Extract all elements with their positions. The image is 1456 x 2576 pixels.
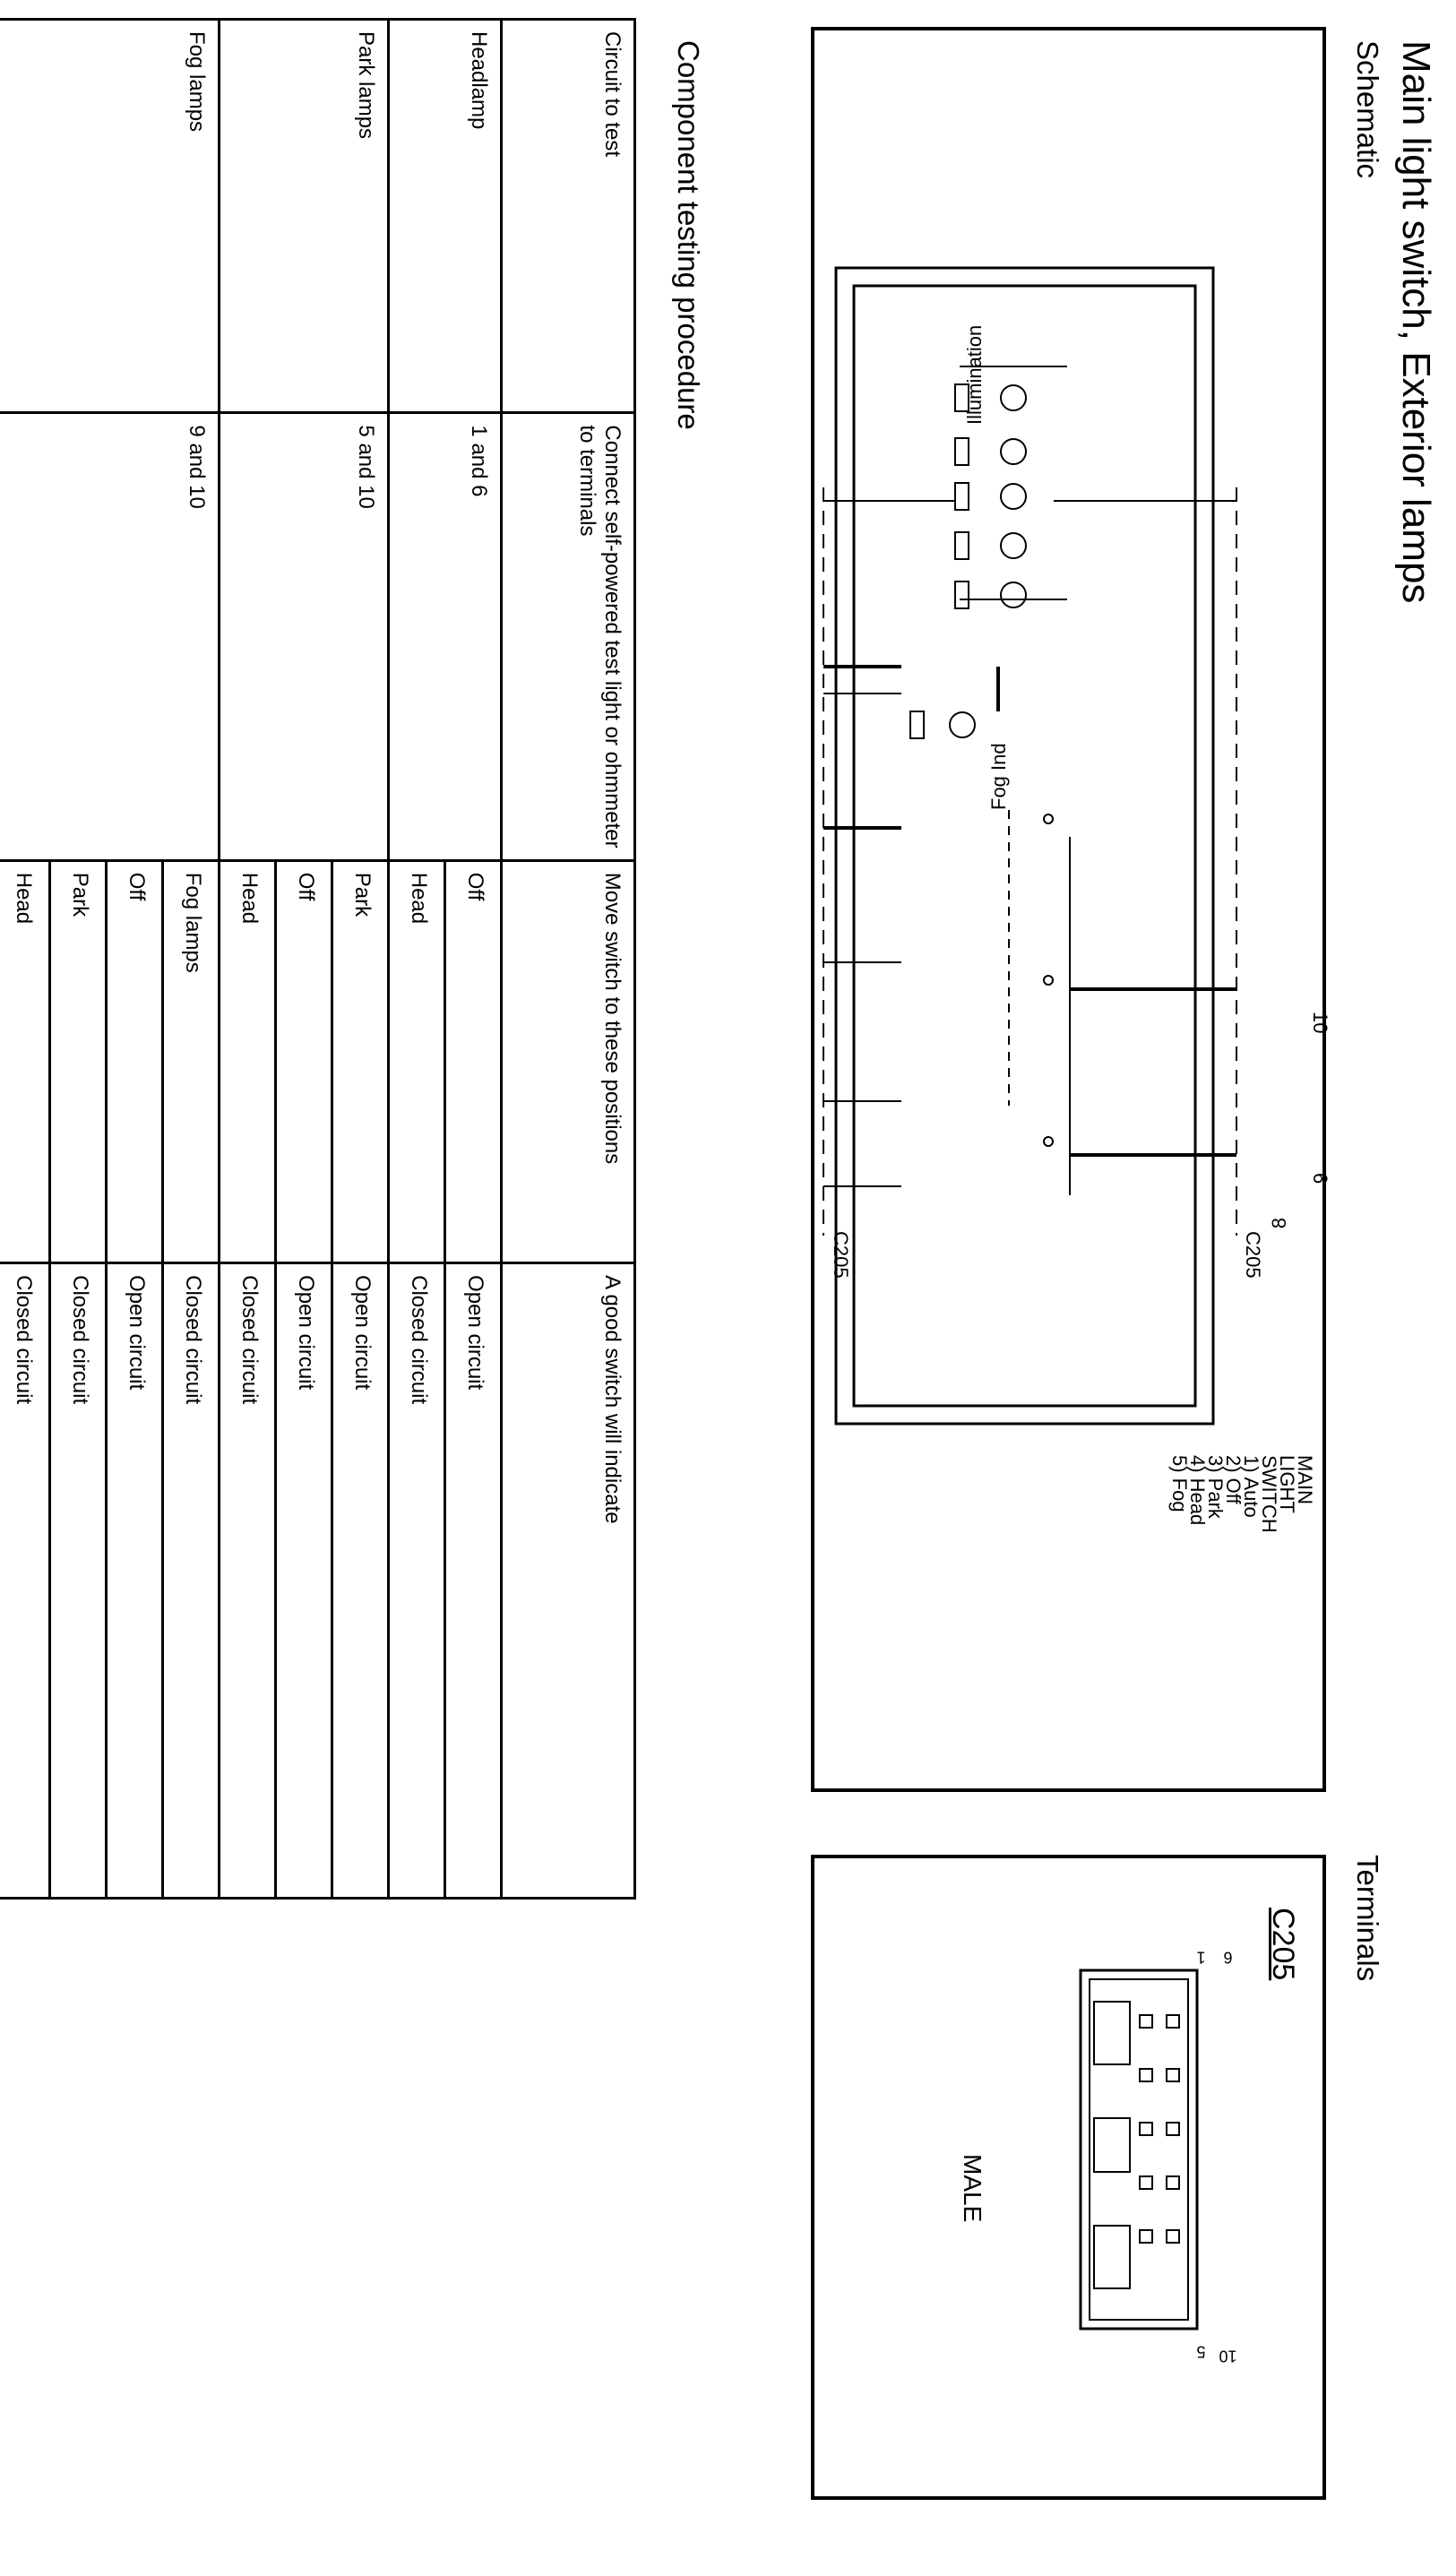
pin-8: 8 (1268, 1218, 1290, 1229)
position-cell: Park (332, 860, 389, 1262)
illumination-label: Illumination (963, 324, 986, 425)
terminals-cell: 1 and 6 (389, 413, 502, 860)
schematic-frame (811, 27, 1331, 1792)
result-cell: Open circuit (107, 1263, 163, 1899)
connector-id: C205 (1266, 1908, 1300, 1981)
testing-heading: Component testing procedure (672, 40, 705, 430)
fog-indicator-lamp (950, 712, 975, 737)
terminal-pin-5: 5 (1196, 2342, 1206, 2361)
terminals-cell: 9 and 10 (0, 413, 220, 860)
connector-label-top: C205 (1242, 1231, 1264, 1279)
position-cell: Off (445, 860, 502, 1262)
result-cell: Closed circuit (163, 1263, 220, 1899)
illumination-lamps (823, 366, 1236, 608)
fog-ind-label: Fog Ind (987, 743, 1010, 810)
table-row (163, 20, 220, 1899)
circuit-cell: Headlamp (389, 20, 502, 413)
page-title: Main light switch, Exterior lamps (1394, 40, 1438, 604)
gender-label: MALE (959, 2154, 986, 2223)
terminal-pin-10: 10 (1219, 2347, 1237, 2365)
position-cell: Off (107, 860, 163, 1262)
terminal-pin-1: 1 (1196, 1948, 1206, 1967)
result-cell: Closed circuit (50, 1263, 107, 1899)
circuit-cell: Fog lamps (0, 20, 220, 413)
position-cell: Park (50, 860, 107, 1262)
terminals-heading: Terminals (1351, 1855, 1384, 1982)
column-header: Connect self-powered test light or ohmmeter to terminals (502, 413, 635, 860)
testing-table (0, 18, 636, 1900)
position-cell: Head (389, 860, 445, 1262)
circuit-cell: Park lamps (220, 20, 389, 413)
connector-drawing (814, 1858, 1322, 2496)
terminals-cell: 5 and 10 (220, 413, 389, 860)
table-row (332, 20, 389, 1899)
column-header: Circuit to test (502, 20, 635, 413)
result-cell: Open circuit (276, 1263, 332, 1899)
result-cell: Open circuit (332, 1263, 389, 1899)
table-header-row (502, 20, 635, 1899)
table-row (445, 20, 502, 1899)
position-cell: Head (0, 860, 50, 1262)
position-cell: Fog lamps (163, 860, 220, 1262)
result-cell: Open circuit (445, 1263, 502, 1899)
terminal-pin-6: 6 (1223, 1948, 1233, 1967)
switch-legend: MAIN LIGHT SWITCH 1) Auto 2) Off 3) Park 4) Head 5) Fog (1168, 1455, 1316, 1533)
schematic-heading: Schematic (1351, 40, 1384, 179)
position-cell: Head (220, 860, 276, 1262)
column-header: A good switch will indicate (502, 1263, 635, 1899)
connector-label-bottom: C205 (830, 1231, 852, 1279)
result-cell: Closed circuit (220, 1263, 276, 1899)
column-header: Move switch to these positions (502, 860, 635, 1262)
pin-6: 6 (1309, 1173, 1331, 1185)
terminals-frame (811, 1855, 1326, 2500)
position-cell: Off (276, 860, 332, 1262)
result-cell: Closed circuit (0, 1263, 50, 1899)
result-cell: Closed circuit (389, 1263, 445, 1899)
pin-10: 10 (1309, 1012, 1331, 1034)
